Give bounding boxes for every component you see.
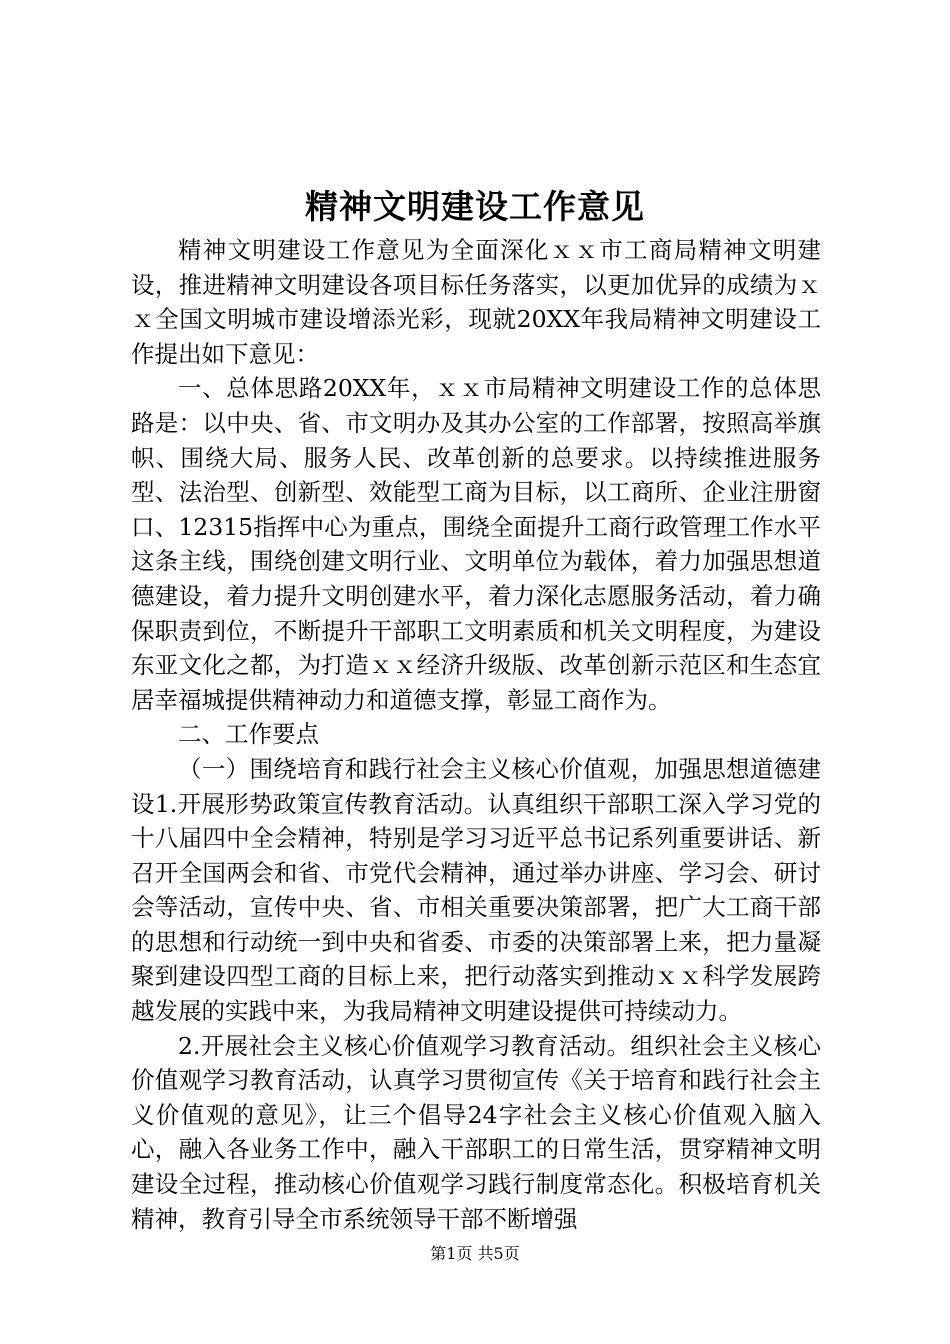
- paragraph-section-heading: 二、工作要点: [178, 720, 319, 749]
- page-footer: 第1页 共5页: [430, 1244, 520, 1263]
- paragraph-item-one: （一）围绕培育和践行社会主义核心价值观，加强思想道德建设1.开展形势政策宣传教育活动。认真组织干部职工深入学习党的十八届四中全会精神，特别是学习习近平总书记系列重要讲话、新召开全国两会和省、市党代会精神，通过举办讲座、学习会、研讨会等活动，宣传中央、省、市相关重要决策部署，把广大工商干部的思想和行动统一到中央和省委、市委的决策部署上来，把力量凝聚到建设四型工商的目标上来，把行动落实到推动ｘｘ科学发展跨越发展的实践中来，为我局精神文明建设提供可持续动力。: [131, 754, 821, 1026]
- document-title: 精神文明建设工作意见: [305, 187, 645, 226]
- paragraph-overall-approach: 一、总体思路20XX年，ｘｘ市局精神文明建设工作的总体思路是：以中央、省、市文明办及其办公室的工作部署，按照高举旗帜、围绕大局、服务人民、改革创新的总要求。以持续推进服务型、法治型、创新型、效能型工商为目标，以工商所、企业注册窗口、12315指挥中心为重点，围绕全面提升工商行政管理工作水平这条主线，围绕创建文明行业、文明单位为载体，着力加强思想道德建设，着力提升文明创建水平，着力深化志愿服务活动，着力确保职责到位，不断提升干部职工文明素质和机关文明程度，为建设东亚文化之都，为打造ｘｘ经济升级版、改革创新示范区和生态宜居幸福城提供精神动力和道德支撑，彰显工商作为。: [131, 374, 821, 714]
- paragraph-intro: 精神文明建设工作意见为全面深化ｘｘ市工商局精神文明建设，推进精神文明建设各项目标任务落实，以更加优异的成绩为ｘｘ全国文明城市建设增添光彩，现就20XX年我局精神文明建设工作提出如下意见：: [131, 236, 821, 368]
- paragraph-item-two: 2.开展社会主义核心价值观学习教育活动。组织社会主义核心价值观学习教育活动，认真学习贯彻宣传《关于培育和践行社会主义价值观的意见》，让三个倡导24字社会主义核心价值观入脑入心，融入各业务工作中，融入干部职工的日常生活，贯穿精神文明建设全过程，推动核心价值观学习践行制度常态化。积极培育机关精神，教育引导全市系统领导干部不断增强: [131, 1031, 821, 1233]
- document-body: [131, 233, 821, 1236]
